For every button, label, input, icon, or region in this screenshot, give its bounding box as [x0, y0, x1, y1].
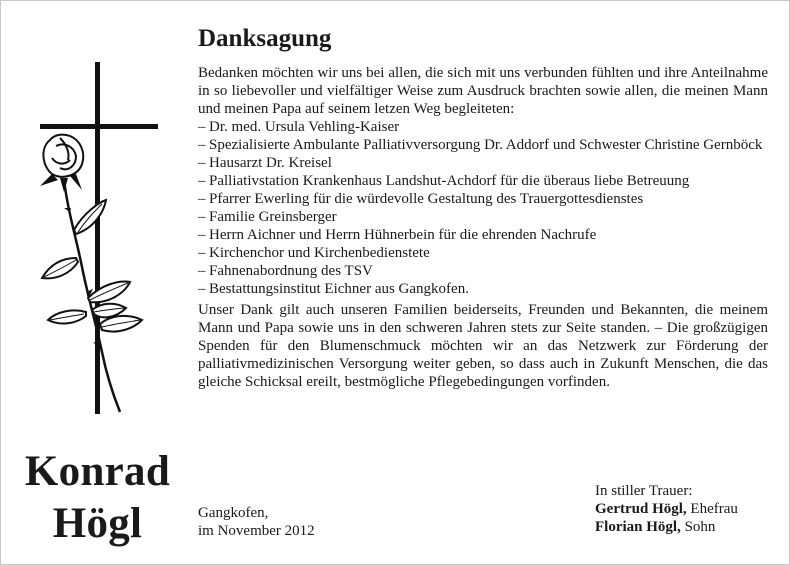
mourning-heading: In stiller Trauer:: [595, 483, 693, 499]
list-item: – Palliativstation Krankenhaus Landshut-Achdorf für die überaus liebe Betreuung: [198, 173, 690, 189]
place: Gangkofen,: [198, 505, 269, 521]
intro-paragraph: Bedanken möchten wir uns bei allen, die sich mit uns verbunden fühlten und ihre Anteilnahme in so liebevoller und vielfältiger Weise zum Ausdruck brachten sowie allen, die meinen Mann und meinen Papa auf seinem letzen Weg begleiteten:: [198, 65, 768, 117]
left-column: [0, 0, 192, 565]
date: im November 2012: [198, 523, 315, 539]
deceased-first-name: Konrad: [24, 448, 171, 495]
list-item: – Hausarzt Dr. Kreisel: [198, 155, 332, 171]
mourner-entry: [595, 518, 738, 536]
list-item: – Spezialisierte Ambulante Palliativversorgung Dr. Addorf und Schwester Christine Gernböck: [198, 137, 763, 153]
list-item: – Pfarrer Ewerling für die würdevolle Gestaltung des Trauergottesdienstes: [198, 191, 644, 207]
mourner-entry: [595, 500, 738, 518]
list-item: – Kirchenchor und Kirchenbedienstete: [198, 245, 430, 261]
list-item: – Herrn Aichner und Herrn Hühnerbein für die ehrenden Nachrufe: [198, 227, 597, 243]
cross-with-rose-icon: [30, 62, 180, 418]
mourner-name: Florian Högl,: [595, 519, 681, 535]
list-item: – Bestattungsinstitut Eichner aus Gangkofen.: [198, 281, 469, 297]
notice-title: Danksagung: [198, 25, 332, 52]
list-item: – Dr. med. Ursula Vehling-Kaiser: [198, 119, 400, 135]
list-item: – Familie Greinsberger: [198, 209, 337, 225]
mourner-relation: Sohn: [684, 519, 716, 535]
thanks-list: [198, 118, 768, 298]
deceased-last-name: Högl: [52, 500, 143, 547]
notice-body: [198, 24, 768, 391]
list-item: – Fahnenabordnung des TSV: [198, 263, 373, 279]
place-date: [198, 504, 315, 540]
mourners-block: [595, 482, 738, 536]
mourner-name: Gertrud Högl,: [595, 501, 687, 517]
closing-paragraph: Unser Dank gilt auch unseren Familien beiderseits, Freunden und Bekannten, die meinem Mann und Papa sowie uns in den schweren Jahren stets zur Seite standen. – Die großzügigen Spenden für den Blumenschmuck möchten wir an das Netzwerk zur Förderung der palliativmedizinischen Versorgung weiter geben, so dass auch in Zukunft Menschen, die das gleiche Schicksal ereilt, bestmögliche Pflegebedingungen vorfinden.: [198, 302, 768, 390]
notice-footer: [198, 482, 768, 552]
mourner-relation: Ehefrau: [690, 501, 738, 517]
deceased-name: [10, 446, 185, 550]
